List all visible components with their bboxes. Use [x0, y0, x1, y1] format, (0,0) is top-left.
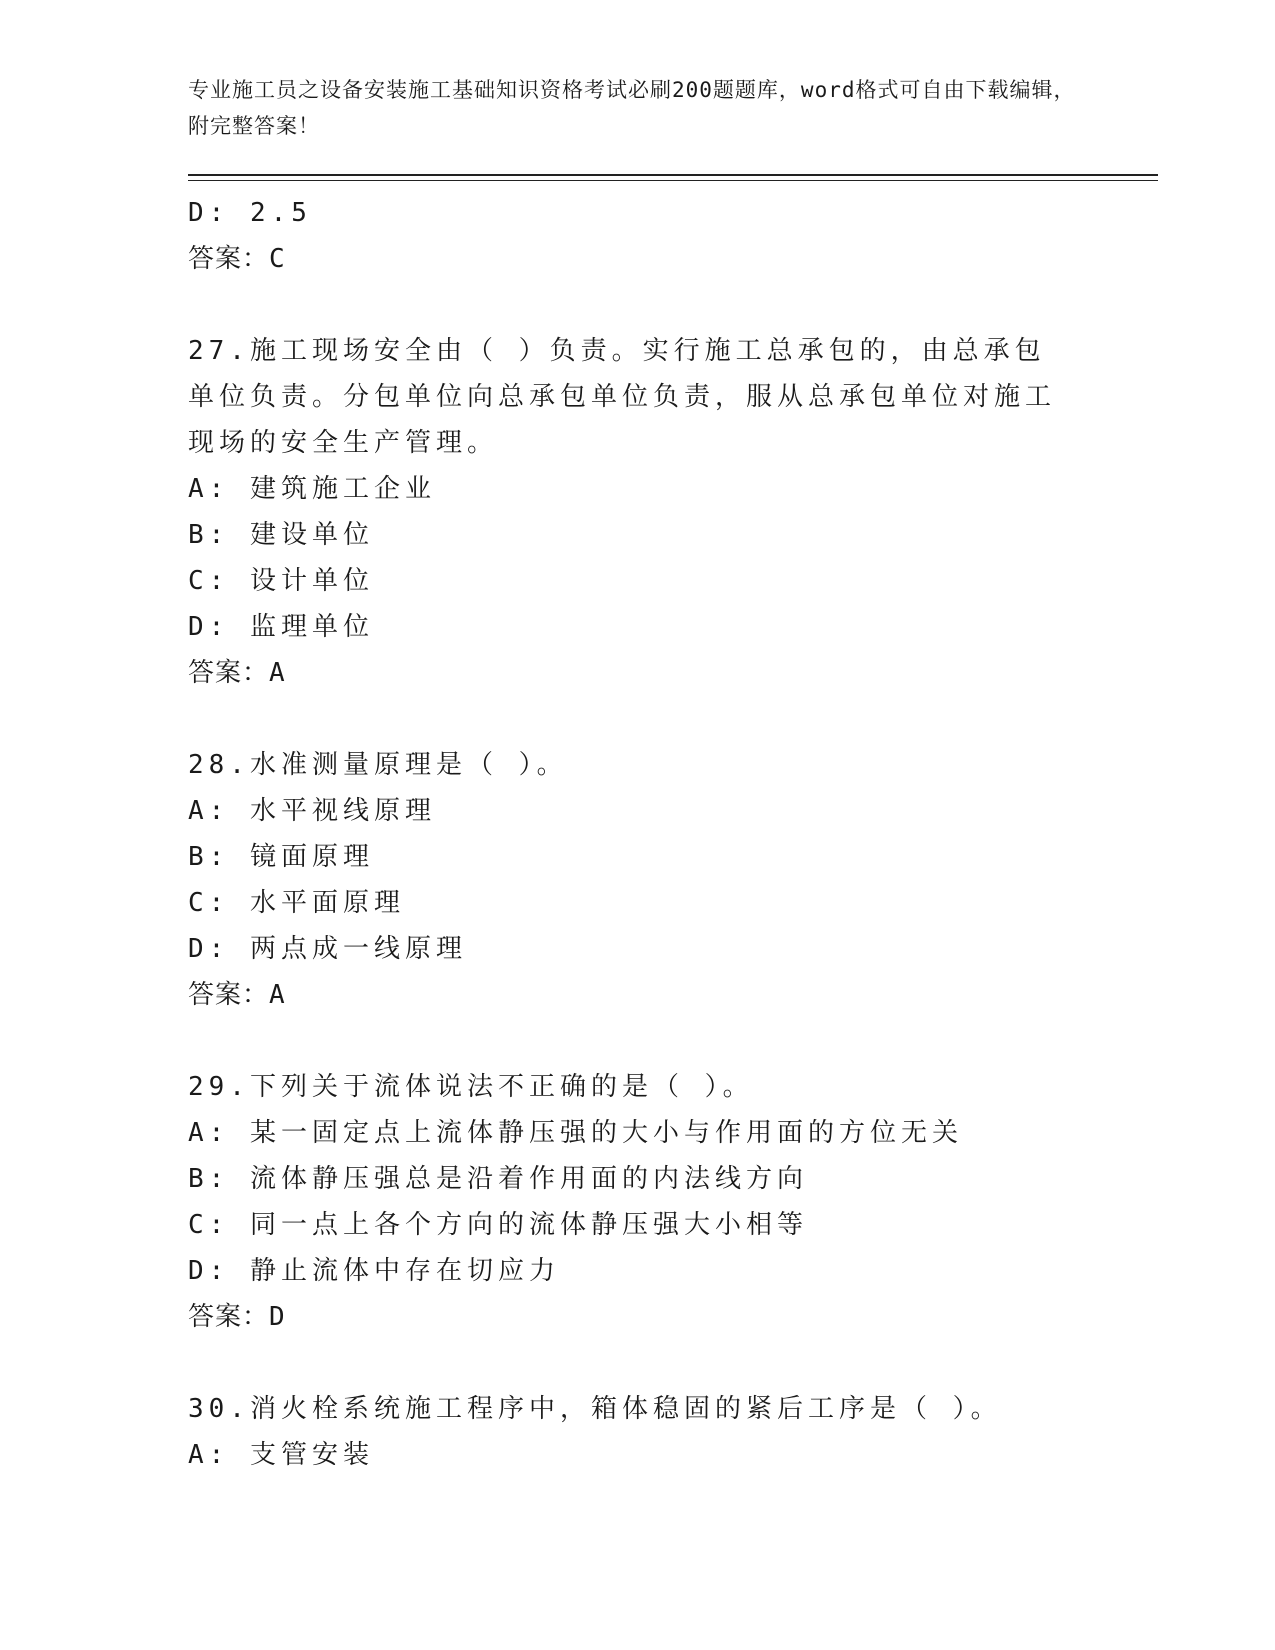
- header-title: 专业施工员之设备安装施工基础知识资格考试必刷200题题库，word格式可自由下载编辑，附完整答案！: [188, 78, 1076, 138]
- option-d: D: 监理单位: [188, 612, 374, 642]
- answer: 答案：D: [188, 1302, 286, 1332]
- spacer: [188, 282, 1068, 328]
- spacer: [188, 1018, 1068, 1064]
- prev-option-d: D: 2.5: [188, 198, 312, 228]
- option-c: C: 同一点上各个方向的流体静压强大小相等: [188, 1210, 808, 1240]
- option-a: A: 支管安装: [188, 1440, 374, 1470]
- question-text: 29.下列关于流体说法不正确的是（ ）。: [188, 1072, 754, 1102]
- question-text: 30.消火栓系统施工程序中，箱体稳固的紧后工序是（ ）。: [188, 1394, 1002, 1424]
- option-a: A: 水平视线原理: [188, 796, 436, 826]
- spacer: [188, 1340, 1068, 1386]
- answer: 答案：A: [188, 658, 286, 688]
- spacer: [188, 696, 1068, 742]
- question-list: [188, 190, 1068, 1478]
- document-header: [188, 72, 1088, 144]
- question-text: 28.水准测量原理是（ ）。: [188, 750, 568, 780]
- option-b: B: 镜面原理: [188, 842, 374, 872]
- option-b: B: 流体静压强总是沿着作用面的内法线方向: [188, 1164, 808, 1194]
- header-divider-thin: [188, 180, 1158, 181]
- option-a: A: 某一固定点上流体静压强的大小与作用面的方位无关: [188, 1118, 963, 1148]
- option-d: D: 静止流体中存在切应力: [188, 1256, 560, 1286]
- prev-answer: 答案：C: [188, 244, 286, 274]
- question-30: [188, 1386, 1068, 1478]
- question-29: [188, 1064, 1068, 1340]
- option-c: C: 设计单位: [188, 566, 374, 596]
- option-d: D: 两点成一线原理: [188, 934, 467, 964]
- option-b: B: 建设单位: [188, 520, 374, 550]
- answer: 答案：A: [188, 980, 286, 1010]
- header-divider-thick: [188, 174, 1158, 176]
- question-28: [188, 742, 1068, 1018]
- option-a: A: 建筑施工企业: [188, 474, 436, 504]
- question-text: 27.施工现场安全由（ ）负责。实行施工总承包的，由总承包单位负责。分包单位向总承包单位负责，服从总承包单位对施工现场的安全生产管理。: [188, 336, 1057, 458]
- option-c: C: 水平面原理: [188, 888, 405, 918]
- question-27: [188, 328, 1068, 696]
